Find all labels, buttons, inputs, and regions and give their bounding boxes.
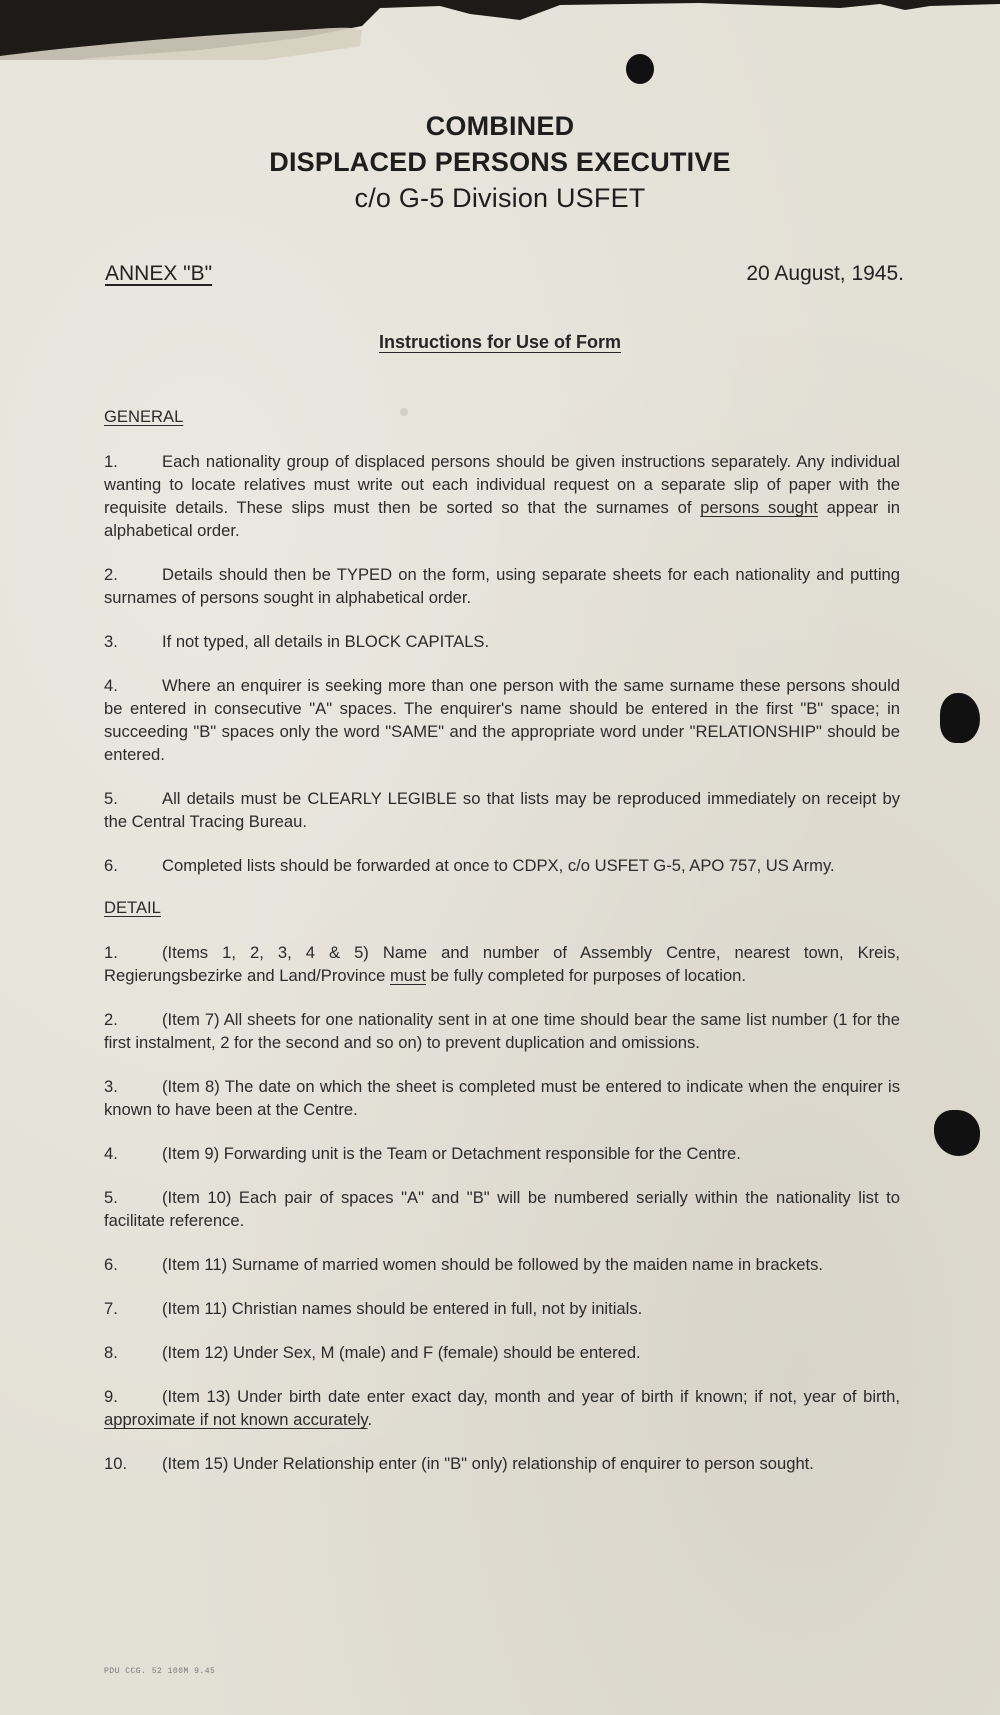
paragraph-text: (Item 10) Each pair of spaces "A" and "B" will be numbered serially within the nationality list to facilitate reference. (104, 1188, 900, 1230)
paragraph-number: 5. (104, 789, 118, 808)
paragraph-text: Where an enquirer is seeking more than one person with the same surname these persons should be entered in consecutive "A" spaces. The enquirer's name should be entered in the first "B" space; in succeeding "B" spaces only the word "SAME" and the appropriate word under "RELATIONSHIP" should be entered. (104, 676, 900, 764)
paragraph-text: (Item 9) Forwarding unit is the Team or Detachment responsible for the Centre. (162, 1144, 741, 1163)
paragraph-text: Details should then be TYPED on the form, using separate sheets for each nationality and putting surnames of persons sought in alphabetical order. (104, 565, 900, 607)
detail-paragraph (104, 1075, 900, 1121)
paragraph-text: (Item 11) Surname of married women should be followed by the maiden name in brackets. (162, 1255, 824, 1274)
paragraph-text: Each nationality group of displaced persons should be given instructions separately. Any individual wanting to locate relatives must write out each individual request on a separate slip of paper with the requisite details. These slips must then be sorted so that the surnames of (104, 452, 900, 517)
header-line-2: DISPLACED PERSONS EXECUTIVE (269, 147, 731, 177)
document-body (104, 405, 900, 1496)
paragraph-number: 1. (104, 452, 118, 471)
paragraph-underlined-text: approximate if not known accurately (104, 1410, 368, 1429)
punch-hole-right-upper (940, 693, 980, 743)
detail-paragraph (104, 1186, 900, 1232)
section-heading-general: GENERAL (104, 407, 184, 426)
general-paragraph (104, 854, 900, 877)
header-line-1: COMBINED (425, 111, 575, 141)
paragraph-text: (Items 1, 2, 3, 4 & 5) Name and number of Assembly Centre, nearest town, Kreis, Regierungsbezirke and Land/Province (104, 943, 900, 985)
paragraph-text-end: appear in alphabetical order. (104, 498, 900, 540)
paragraph-number: 3. (104, 632, 118, 651)
general-paragraphs (104, 450, 900, 877)
paragraph-text: (Item 8) The date on which the sheet is completed must be entered to indicate when the enquirer is known to have been at the Centre. (104, 1077, 900, 1119)
header-line-3: c/o G-5 Division USFET (354, 183, 646, 213)
document-subtitle: Instructions for Use of Form (378, 332, 621, 352)
paragraph-underlined-text: must (389, 966, 426, 985)
detail-paragraph (104, 941, 900, 987)
detail-paragraph (104, 1253, 900, 1276)
annex-label: ANNEX "B" (105, 262, 213, 285)
paragraph-number: 7. (104, 1299, 118, 1318)
paragraph-text: (Item 13) Under birth date enter exact day, month and year of birth if known; if not, year of birth, (162, 1387, 900, 1406)
general-paragraph (104, 450, 900, 542)
punch-hole-right-lower (934, 1110, 980, 1156)
paragraph-number: 2. (104, 1010, 118, 1029)
paragraph-number: 1. (104, 943, 118, 962)
paragraph-text-end: be fully completed for purposes of location. (425, 966, 747, 985)
paragraph-text: (Item 15) Under Relationship enter (in "B" only) relationship of enquirer to person sought. (162, 1454, 814, 1473)
paragraph-number: 3. (104, 1077, 118, 1096)
detail-paragraph (104, 1008, 900, 1054)
paragraph-underlined-text: persons sought (700, 498, 818, 517)
paragraph-text: (Item 11) Christian names should be entered in full, not by initials. (162, 1299, 643, 1318)
torn-top-edge (0, 0, 1000, 60)
print-code: PDU CCG. 52 100M 9.45 (104, 1667, 216, 1676)
paragraph-number: 9. (104, 1387, 118, 1406)
paragraph-text-end: . (367, 1410, 373, 1429)
punch-hole-top (626, 54, 654, 84)
paragraph-number: 2. (104, 565, 118, 584)
detail-paragraph (104, 1385, 900, 1431)
paragraph-number: 4. (104, 676, 118, 695)
paragraph-text: All details must be CLEARLY LEGIBLE so that lists may be reproduced immediately on receipt by the Central Tracing Bureau. (104, 789, 900, 831)
section-heading-detail: DETAIL (104, 898, 161, 917)
detail-paragraphs (104, 941, 900, 1475)
paragraph-number: 6. (104, 856, 118, 875)
general-paragraph (104, 674, 900, 766)
paragraph-number: 8. (104, 1343, 118, 1362)
document-date: 20 August, 1945. (746, 262, 904, 285)
paragraph-text: Completed lists should be forwarded at once to CDPX, c/o USFET G-5, APO 757, US Army. (162, 856, 835, 875)
paragraph-text: (Item 12) Under Sex, M (male) and F (female) should be entered. (162, 1343, 641, 1362)
paragraph-number: 6. (104, 1255, 118, 1274)
detail-paragraph (104, 1142, 900, 1165)
detail-paragraph (104, 1297, 900, 1320)
detail-paragraph (104, 1341, 900, 1364)
paragraph-number: 5. (104, 1188, 118, 1207)
paragraph-number: 10. (104, 1454, 128, 1473)
detail-paragraph (104, 1452, 900, 1475)
general-paragraph (104, 563, 900, 609)
paragraph-number: 4. (104, 1144, 118, 1163)
organization-header (0, 108, 1000, 216)
general-paragraph (104, 630, 900, 653)
paragraph-text: (Item 7) All sheets for one nationality sent in at one time should bear the same list number (1 for the first instalment, 2 for the second and so on) to prevent duplication and omissions. (104, 1010, 900, 1052)
general-paragraph (104, 787, 900, 833)
paragraph-text: If not typed, all details in BLOCK CAPITALS. (162, 632, 490, 651)
